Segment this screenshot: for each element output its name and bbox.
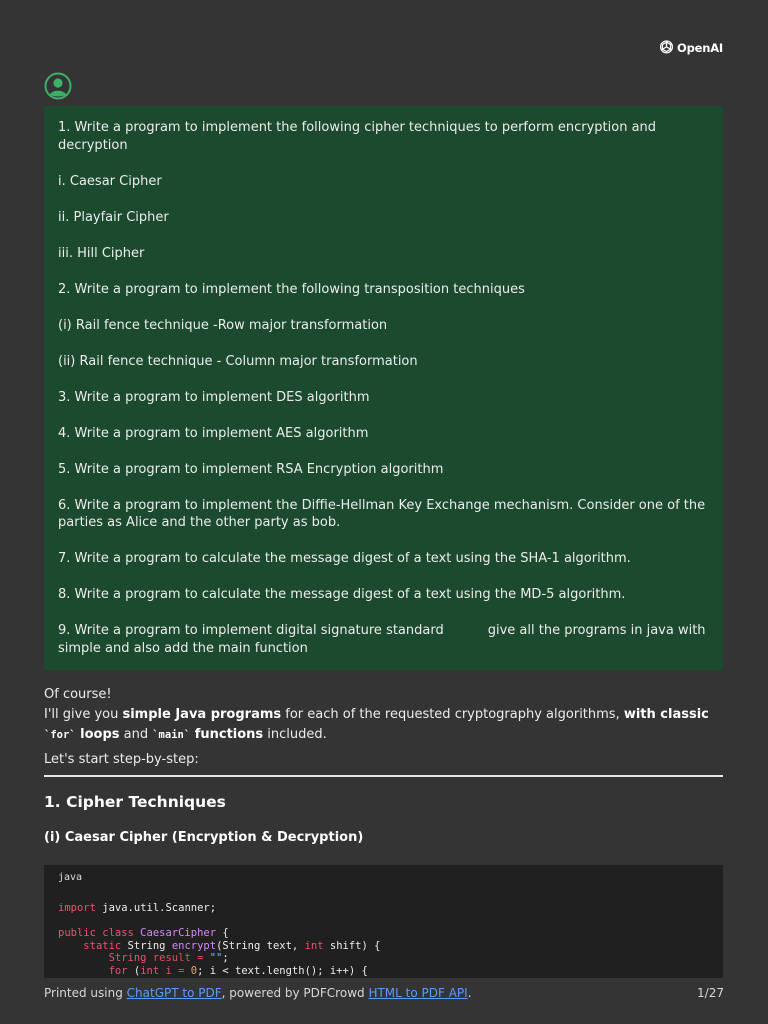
- prompt-line: 2. Write a program to implement the following transposition techniques: [58, 281, 525, 297]
- answer-intro-text: included.: [263, 727, 327, 742]
- page-footer: [44, 986, 724, 1000]
- answer-intro-text: I'll give you: [44, 707, 123, 722]
- user-prompt: [44, 106, 723, 670]
- code-block[interactable]: [44, 865, 723, 978]
- page-number: 1/27: [697, 986, 724, 1000]
- prompt-line: i. Caesar Cipher: [58, 173, 162, 189]
- openai-brand: [659, 40, 723, 55]
- code-token: encrypt: [171, 939, 217, 952]
- code-token: String: [108, 952, 147, 964]
- footer-text: Printed using: [44, 986, 127, 1000]
- assistant-answer: [44, 685, 724, 770]
- user-avatar-icon: [44, 72, 72, 100]
- code-token: 0: [190, 964, 198, 977]
- inline-code-main: `main`: [152, 729, 191, 741]
- code-token: static: [83, 939, 122, 952]
- code-token: i =: [159, 964, 191, 977]
- answer-greeting: Of course!: [44, 687, 112, 702]
- code-token: import: [58, 902, 96, 914]
- footer-text: , powered by PDFCrowd: [221, 986, 369, 1000]
- code-token: int: [304, 939, 324, 952]
- answer-intro: [44, 705, 724, 745]
- code-token: ;: [222, 952, 229, 964]
- section-title: 1. Cipher Techniques: [44, 793, 226, 811]
- prompt-line: 6. Write a program to implement the Diffie-Hellman Key Exchange mechanism. Consider one of the parties as Alice and the other party as bob.: [58, 497, 706, 530]
- prompt-line-last-part2: give all the programs in java with simple and also add the main function: [58, 623, 706, 656]
- inline-code-for: `for`: [44, 729, 76, 741]
- answer-intro-bold: [152, 727, 263, 742]
- html-to-pdf-api-link[interactable]: HTML to PDF API: [368, 986, 468, 1000]
- prompt-line-last: [58, 622, 709, 657]
- prompt-line: 3. Write a program to implement DES algorithm: [58, 389, 370, 405]
- code-indent: [58, 965, 109, 977]
- prompt-line: 8. Write a program to calculate the message digest of a text using the MD-5 algorithm.: [58, 587, 626, 602]
- footer-text: .: [467, 986, 472, 1000]
- prompt-line: iii. Hill Cipher: [58, 245, 145, 261]
- prompt-line: 1. Write a program to implement the following cipher techniques to perform encryption and decryption: [58, 120, 657, 153]
- code-indent: [58, 940, 83, 952]
- code-token: CaesarCipher: [133, 927, 217, 939]
- prompt-line: (i) Rail fence technique -Row major transformation: [58, 317, 388, 333]
- prompt-line-last-part1: 9. Write a program to implement digital signature standard: [58, 623, 444, 638]
- openai-logo-icon: [659, 40, 674, 55]
- answer-intro-bold-text: loops: [75, 727, 120, 742]
- prompt-line: 4. Write a program to implement AES algorithm: [58, 425, 369, 441]
- brand-name: OpenAI: [677, 40, 723, 55]
- code-token: ; i < text.length(); i++) {: [197, 964, 368, 977]
- section-divider: [44, 775, 723, 777]
- code-language-label: java: [58, 872, 83, 883]
- code-token: result =: [146, 952, 210, 964]
- code-token: public class: [58, 927, 134, 939]
- chatgpt-to-pdf-link[interactable]: ChatGPT to PDF: [126, 986, 222, 1000]
- prompt-line: (ii) Rail fence technique - Column major transformation: [58, 353, 418, 369]
- prompt-line: ii. Playfair Cipher: [58, 209, 169, 225]
- prompt-line: 5. Write a program to implement RSA Encryption algorithm: [58, 461, 444, 477]
- prompt-line: 7. Write a program to calculate the message digest of a text using the SHA-1 algorithm.: [58, 551, 631, 566]
- code-token: {: [216, 927, 229, 939]
- code-token: String: [121, 939, 172, 952]
- answer-intro-bold: with classic: [623, 707, 709, 722]
- answer-intro-text: for each of the requested cryptography algorithms,: [281, 707, 624, 722]
- code-token: for: [108, 964, 128, 977]
- code-token: (: [127, 964, 141, 977]
- code-token: "": [209, 952, 223, 964]
- answer-intro-bold: [44, 727, 120, 742]
- footer-credit: [44, 986, 472, 1000]
- code-token: shift) {: [323, 939, 381, 952]
- code-indent: [58, 952, 109, 964]
- answer-intro-bold: simple Java programs: [122, 707, 282, 722]
- answer-intro-text: and: [119, 727, 153, 742]
- code-token: (String text,: [216, 939, 305, 952]
- subsection-title: (i) Caesar Cipher (Encryption & Decryption): [44, 830, 364, 845]
- code-token: java.util.Scanner;: [95, 902, 217, 914]
- answer-intro-bold-text: functions: [190, 727, 264, 742]
- answer-start: Let's start step-by-step:: [44, 752, 199, 767]
- code-token: int: [140, 964, 160, 977]
- code-content[interactable]: [58, 902, 709, 977]
